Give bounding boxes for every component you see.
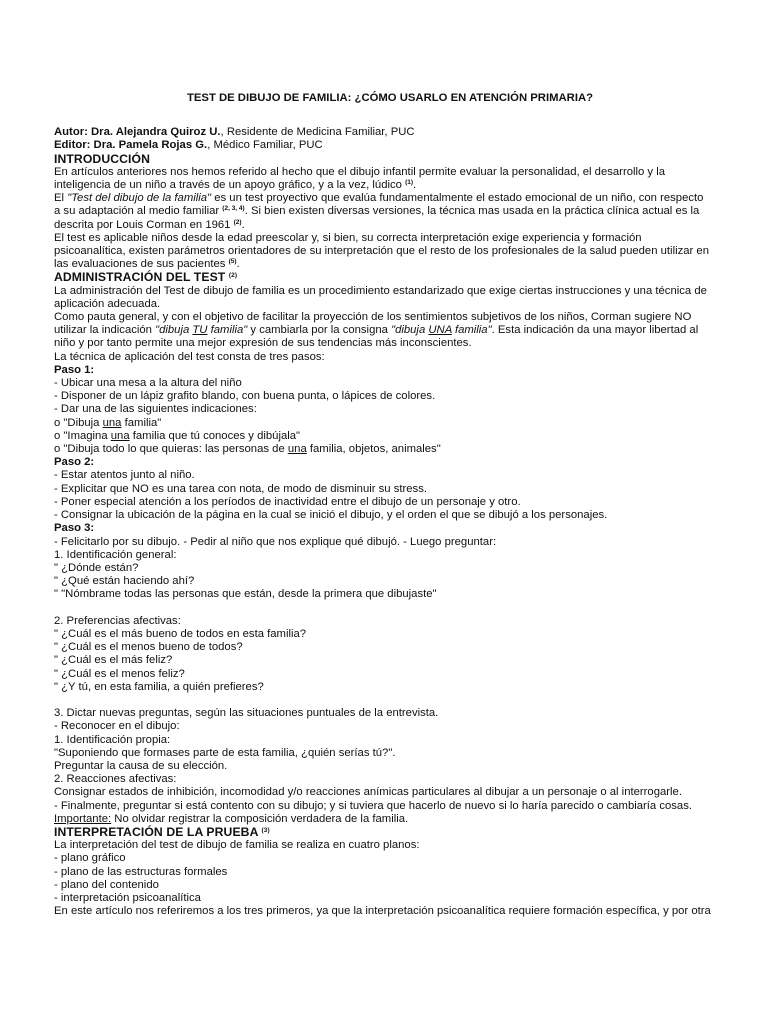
section-heading-introduccion: INTRODUCCIÓN	[54, 151, 150, 166]
list-item: - Consignar la ubicación de la página en la cual se inició el dibujo, y el orden el que se dibujó a los personajes.	[54, 509, 608, 522]
text-span: a su adaptación al medio familiar	[54, 205, 220, 218]
editor-line	[54, 139, 726, 152]
list-item	[54, 443, 726, 456]
list-item: 1. Identificación propia:	[54, 733, 171, 746]
step-heading: Paso 3:	[54, 522, 95, 535]
author-role: , Residente de Medicina Familiar, PUC	[220, 126, 415, 139]
text-span: y cambiarla por la consigna	[247, 324, 392, 337]
spacer	[54, 602, 726, 615]
list-item: " ¿Cuál es el menos feliz?	[54, 667, 185, 680]
editor-name: Editor: Dra. Pamela Rojas G.	[54, 139, 208, 152]
list-item: - plano de las estructuras formales	[54, 865, 228, 878]
text-span: es un test proyectivo que evalúa fundamentalmente el estado emocional de un niño, con respecto	[211, 192, 704, 205]
list-item: Preguntar la causa de su elección.	[54, 759, 228, 772]
underlined-word: una	[287, 443, 307, 456]
list-item: "Suponiendo que formases parte de esta familia, ¿quién serías tú?".	[54, 746, 396, 759]
reference-number: (2)	[228, 272, 238, 280]
list-item: 3. Dictar nuevas preguntas, según las situaciones puntuales de la entrevista.	[54, 707, 439, 720]
list-item: - plano del contenido	[54, 878, 159, 891]
underlined-word: una	[102, 416, 122, 429]
paragraph-line: descrita por Louis Corman en 1961 $^{(2)}$.	[54, 218, 245, 231]
underlined-word: TU	[192, 324, 208, 337]
paragraph-line: El test es aplicable niños desde la edad preescolar y, si bien, su correcta interpretación exige experiencia y formación	[54, 231, 642, 244]
reference-number: (3)	[261, 826, 270, 834]
reference-number: (5)	[228, 258, 237, 266]
list-item: " ¿Qué están haciendo ahí?	[54, 575, 195, 588]
list-item: " ¿Cuál es el más bueno de todos en esta familia?	[54, 627, 307, 640]
list-item: - Finalmente, preguntar si está contento con su dibujo; y si tuviera que hacerlo de nuevo si lo haría parecido o cambiaría cosas.	[54, 799, 693, 812]
heading-text: ADMINISTRACIÓN DEL TEST	[54, 270, 226, 285]
paragraph-line: La administración del Test de dibujo de familia es un procedimiento estandarizado que exige ciertas instrucciones y una técnica de	[54, 284, 707, 297]
paragraph-line: niño y por tanto permite una mejor expresión de sus tendencias más inconscientes.	[54, 337, 472, 350]
list-item: - Felicitarlo por su dibujo. - Pedir al niño que nos explique qué dibujó. - Luego preguntar:	[54, 535, 497, 548]
list-item: 1. Identificación general:	[54, 548, 177, 561]
list-item	[54, 430, 726, 443]
text-span: familia"	[451, 324, 492, 337]
quote-italic	[391, 324, 492, 336]
text-span: "dibuja	[391, 324, 429, 337]
list-item: - Explicitar que NO es una tarea con nota, de modo de disminuir su stress.	[54, 482, 427, 495]
author-name: Autor: Dra. Alejandra Quiroz U.	[54, 126, 221, 139]
reference-number: (2)	[233, 218, 242, 226]
editor-role: , Médico Familiar, PUC	[207, 139, 323, 152]
step-heading: Paso 1:	[54, 363, 95, 376]
paragraph-line: las evaluaciones de sus pacientes $^{(5)}$.	[54, 258, 240, 271]
text-span: . Esta indicación da una mayor libertad al	[491, 324, 699, 337]
heading-text: INTERPRETACIÓN DE LA PRUEBA	[54, 824, 259, 839]
step-heading: Paso 2:	[54, 456, 95, 469]
text-span: El	[54, 192, 68, 205]
test-name-italic: "Test del dibujo de la familia"	[67, 192, 212, 205]
document-page	[54, 92, 726, 918]
underlined-word: una	[110, 429, 130, 442]
list-item: " ¿Cuál es el menos bueno de todos?	[54, 641, 243, 654]
text-span: familia"	[207, 324, 248, 337]
underlined-word: UNA	[428, 324, 452, 337]
paragraph-line: inteligencia de un niño a través de un apoyo gráfico, y a la vez, lúdico $^{(1)}$.	[54, 179, 417, 192]
paragraph-line: psicoanalítica, existen parámetros orientadores de su interpretación que el resto de los profesionales de la salud pueden utilizar en	[54, 245, 709, 258]
text-span: o "Dibuja todo lo que quieras: las personas de	[54, 443, 288, 456]
list-item: - Dar una de las siguientes indicaciones:	[54, 403, 257, 416]
text-span: No olvidar registrar la composición verdadera de la familia.	[111, 812, 409, 825]
list-item: - plano gráfico	[54, 852, 126, 865]
paragraph-line: En este artículo nos referiremos a los tres primeros, ya que la interpretación psicoanalítica requiere formación específica, y por otra	[54, 905, 711, 918]
list-item: 2. Preferencias afectivas:	[54, 614, 181, 627]
text-span: o "Dibuja	[54, 416, 103, 429]
text-span: inteligencia de un niño a través de un apoyo gráfico, y a la vez, lúdico	[54, 179, 402, 192]
list-item: - interpretación psicoanalítica	[54, 891, 201, 904]
paragraph-line: En artículos anteriores nos hemos referido al hecho que el dibujo infantil permite evaluar la personalidad, el desarrollo y la	[54, 165, 666, 178]
important-label: Importante:	[54, 812, 112, 825]
text-span: familia que tú conoces y dibújala"	[129, 429, 301, 442]
text-span: "dibuja	[155, 324, 193, 337]
text-span: las evaluaciones de sus pacientes	[54, 258, 226, 271]
paragraph-line: La interpretación del test de dibujo de familia se realiza en cuatro planos:	[54, 839, 420, 852]
list-item	[54, 417, 726, 430]
reference-number: (2, 3, 4)	[222, 205, 245, 213]
list-item: - Poner especial atención a los períodos de inactividad entre el dibujo de un personaje y otro.	[54, 495, 521, 508]
list-item: - Estar atentos junto al niño.	[54, 469, 195, 482]
list-item: " "Nómbrame todas las personas que están, desde la primera que dibujaste"	[54, 588, 437, 601]
paragraph-line: Como pauta general, y con el objetivo de facilitar la proyección de los sentimientos subjetivos de los niños, Corman sugiere NO	[54, 311, 692, 324]
list-item: " ¿Y tú, en esta familia, a quién prefieres?	[54, 680, 264, 693]
section-heading-administracion	[54, 271, 726, 284]
text-span: o "Imagina	[54, 429, 111, 442]
document-title: TEST DE DIBUJO DE FAMILIA: ¿CÓMO USARLO EN ATENCIÓN PRIMARIA?	[186, 92, 594, 104]
section-heading-interpretacion	[54, 826, 726, 839]
text-span: . Si bien existen diversas versiones, la técnica mas usada en la práctica clínica actual es la	[244, 205, 700, 218]
list-item: Consignar estados de inhibición, incomodidad y/o reacciones anímicas particulares al dibujar a un personaje o al interrogarle.	[54, 786, 682, 799]
text-span: utilizar la indicación	[54, 324, 156, 337]
spacer	[54, 694, 726, 707]
list-item: " ¿Dónde están?	[54, 561, 139, 574]
author-line	[54, 126, 726, 139]
reference-number: (1)	[405, 179, 414, 187]
paragraph-line	[54, 192, 726, 205]
list-item: - Ubicar una mesa a la altura del niño	[54, 377, 242, 390]
paragraph-line: La técnica de aplicación del test consta de tres pasos:	[54, 350, 325, 363]
list-item: - Reconocer en el dibujo:	[54, 720, 180, 733]
paragraph-line	[54, 205, 726, 218]
list-item: 2. Reacciones afectivas:	[54, 773, 177, 786]
text-span: descrita por Louis Corman en 1961	[54, 218, 231, 231]
text-span: familia"	[121, 416, 162, 429]
paragraph-line: aplicación adecuada.	[54, 297, 161, 310]
quote-italic	[155, 324, 247, 336]
text-span: familia, objetos, animales"	[306, 443, 441, 456]
paragraph-line	[54, 324, 726, 337]
list-item: - Disponer de un lápiz grafito blando, con buena punta, o lápices de colores.	[54, 390, 436, 403]
list-item: " ¿Cuál es el más feliz?	[54, 654, 173, 667]
